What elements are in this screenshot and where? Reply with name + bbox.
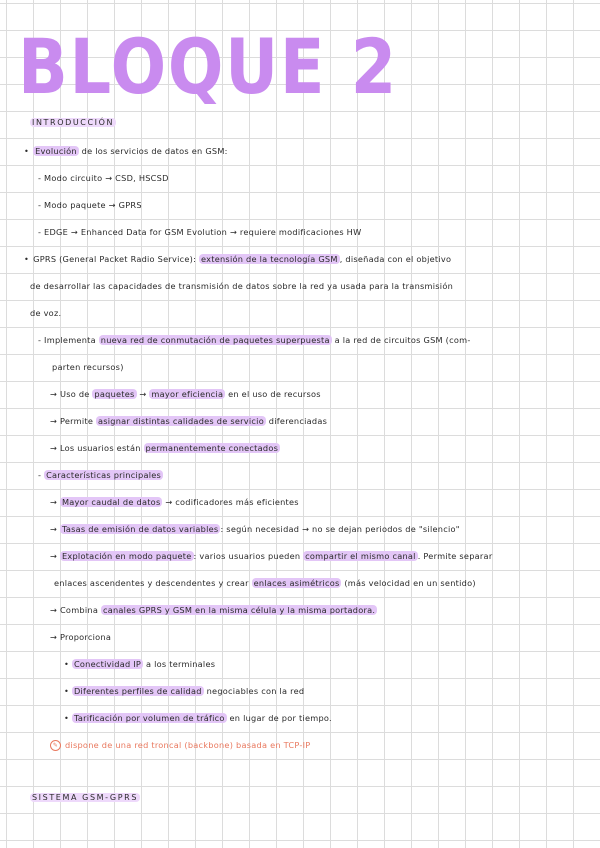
- gprs-line-1: • GPRS (General Packet Radio Service): extensión de la tecnología GSM , diseñada con el objetivo: [24, 254, 452, 264]
- feature-combina: → Combina canales GPRS y GSM en la misma célula y la misma portadora.: [50, 605, 376, 615]
- implements-point-1: → Uso de paquetes → mayor eficiencia en el uso de recursos: [50, 389, 321, 399]
- mode-packet: - Modo paquete → GPRS: [38, 200, 142, 210]
- feature-caudal: → Mayor caudal de datos → codificadores más eficientes: [50, 497, 299, 507]
- implements-line-2: parten recursos): [52, 362, 124, 372]
- note-icon: ✎: [50, 740, 61, 751]
- page-title: BLOQUE 2: [18, 22, 398, 111]
- evolution-line: • Evolución de los servicios de datos en GSM:: [24, 146, 228, 156]
- feature-explotacion-1: → Explotación en modo paquete : varios usuarios pueden compartir el mismo canal . Permite separar: [50, 551, 493, 561]
- mode-circuit: - Modo circuito → CSD, HSCSD: [38, 173, 169, 183]
- gprs-line-2: de desarrollar las capacidades de transmisión de datos sobre la red ya usada para la transmisión: [30, 281, 454, 291]
- mode-edge: - EDGE → Enhanced Data for GSM Evolution → requiere modificaciones HW: [38, 227, 362, 237]
- bullet-icon: •: [24, 254, 30, 264]
- sub-point-quality: • Diferentes perfiles de calidad negociables con la red: [64, 686, 305, 696]
- backbone-note: ✎ dispone de una red troncal (backbone) basada en TCP-IP: [50, 739, 600, 751]
- feature-tasas: → Tasas de emisión de datos variables : según necesidad → no se dejan periodos de "silencio": [50, 524, 460, 534]
- implements-point-3: → Los usuarios están permanentemente conectados: [50, 443, 279, 453]
- gprs-line-3: de voz.: [30, 308, 62, 318]
- sub-point-ip: • Conectividad IP a los terminales: [64, 659, 216, 669]
- implements-point-2: → Permite asignar distintas calidades de servicio diferenciadas: [50, 416, 328, 426]
- feature-explotacion-2: enlaces ascendentes y descendentes y crear enlaces asimétricos (más velocidad en un sentido): [54, 578, 476, 588]
- features-heading: - Características principales: [38, 470, 162, 480]
- section2-heading: SISTEMA GSM-GPRS: [32, 793, 138, 802]
- sub-point-billing: • Tarificación por volumen de tráfico en lugar de por tiempo.: [64, 713, 332, 723]
- feature-proporciona: → Proporciona: [50, 632, 112, 642]
- intro-heading: INTRODUCCIÓN: [32, 118, 115, 127]
- bullet-icon: •: [24, 146, 30, 156]
- implements-line-1: - Implementa nueva red de conmutación de paquetes superpuesta a la red de circuitos GSM (com-: [38, 335, 471, 345]
